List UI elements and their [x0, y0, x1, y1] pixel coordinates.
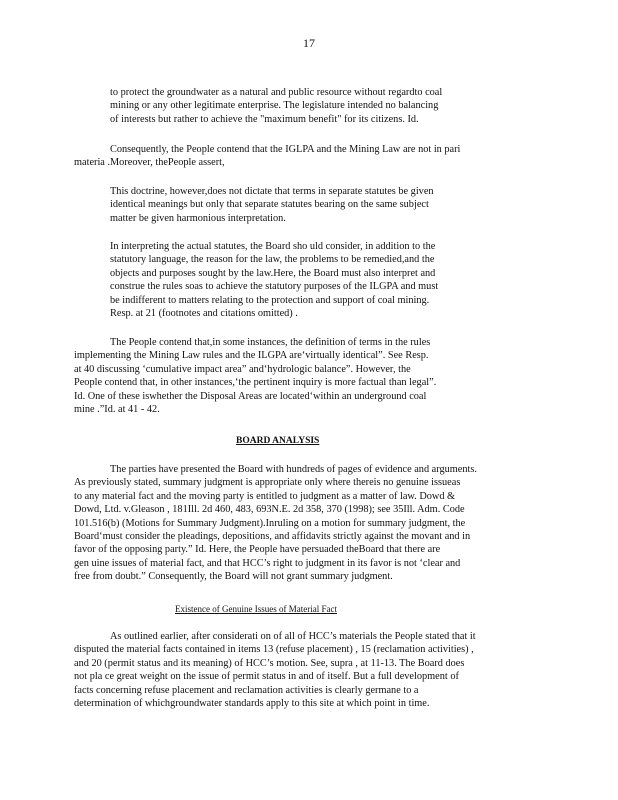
text-line: gen uine issues of material fact, and that HCC’s right to judgment in its favor is not ‘clear and	[74, 557, 461, 569]
text-line: Id. One of these iswhether the Disposal Areas are located‘within an underground coal	[74, 390, 427, 402]
text-line: determination of whichgroundwater standards apply to this site at which point in time.	[74, 698, 430, 710]
text-line: construe the rules soas to achieve the statutory purposes of the ILGPA and must	[110, 281, 439, 293]
text-line: As previously stated, summary judgment is appropriate only where thereis no genuine issueas	[74, 477, 461, 489]
text-line: of interests but rather to achieve the "maximum benefit" for its citizens. Id.	[110, 113, 419, 125]
text-line: be indifferent to matters relating to the protection and support of coal mining.	[110, 294, 430, 306]
text-line: not pla ce great weight on the issue of permit status in and of itself. But a full development of	[74, 671, 459, 683]
text-line: materia .Moreover, thePeople assert,	[74, 157, 225, 169]
text-line: and 20 (permit status and its meaning) of HCC’s motion. See, supra , at 11-13. The Board does	[74, 657, 465, 669]
paragraph-consequently	[74, 143, 460, 170]
text-line: This doctrine, however,does not dictate that terms in separate statutes be given	[110, 186, 434, 197]
text-line: mining or any other legitimate enterprise. The legislature intended no balancing	[110, 100, 439, 112]
text-line: Dowd, Ltd. v.Gleason , 181Ill. 2d 460, 483, 693N.E. 2d 358, 370 (1998); see 35Ill. Adm. Code	[74, 504, 465, 516]
text-line: 101.516(b) (Motions for Summary Judgment).Inruling on a motion for summary judgment, the	[74, 517, 466, 529]
paragraph-board-analysis	[74, 463, 544, 584]
text-line: at 40 discussing ‘cumulative impact area” and‘hydrologic balance”. However, the	[74, 363, 411, 375]
text-line: free from doubt.” Consequently, the Board will not grant summary judgment.	[74, 571, 393, 583]
quote-paragraph-2	[110, 185, 510, 225]
text-line: Board‘must consider the pleadings, depositions, and affidavits strictly against the movant and in	[74, 531, 471, 543]
text-line: The parties have presented the Board with hundreds of pages of evidence and arguments.	[110, 464, 477, 475]
text-line: mine .”Id. at 41 - 42.	[74, 404, 160, 416]
page-number: 17	[303, 36, 315, 50]
text-line: In interpreting the actual statutes, the Board sho uld consider, in addition to the	[110, 241, 436, 252]
text-line: Consequently, the People contend that the IGLPA and the Mining Law are not in pari	[110, 144, 461, 155]
quote-paragraph-1	[110, 86, 510, 126]
paragraph-people-contend	[74, 336, 544, 416]
text-line: favor of the opposing party.” Id. Here, the People have persuaded theBoard that there are	[74, 544, 441, 556]
text-line: facts concerning refuse placement and reclamation activities is clearly germane to a	[74, 684, 419, 696]
text-line: to protect the groundwater as a natural and public resource without regardto coal	[110, 87, 443, 98]
heading-genuine-issues: Existence of Genuine Issues of Material Fact	[175, 604, 337, 614]
quote-paragraph-3	[110, 240, 510, 320]
text-line: to any material fact and the moving party is entitled to judgment as a matter of law. Dowd &	[74, 490, 456, 502]
text-line: objects and purposes sought by the law.Here, the Board must also interpret and	[110, 267, 436, 279]
text-line: As outlined earlier, after considerati on of all of HCC’s materials the People stated that it	[110, 631, 476, 642]
heading-board-analysis: BOARD ANALYSIS	[236, 436, 320, 446]
text-line: statutory language, the reason for the law, the problems to be remedied,and the	[110, 254, 435, 266]
paragraph-existence	[74, 630, 544, 710]
text-line: Resp. at 21 (footnotes and citations omitted) .	[110, 308, 298, 320]
text-line: People contend that, in other instances,‘the pertinent inquiry is more factual than legal”.	[74, 377, 437, 389]
text-line: matter be given harmonious interpretation.	[110, 212, 286, 224]
text-line: identical meanings but only that separate statutes bearing on the same subject	[110, 199, 429, 211]
text-line: disputed the material facts contained in items 13 (refuse placement) , 15 (reclamation activities) ,	[74, 644, 474, 656]
text-line: The People contend that,in some instances, the definition of terms in the rules	[110, 337, 431, 348]
text-line: implementing the Mining Law rules and the ILGPA are‘virtually identical”. See Resp.	[74, 350, 429, 362]
